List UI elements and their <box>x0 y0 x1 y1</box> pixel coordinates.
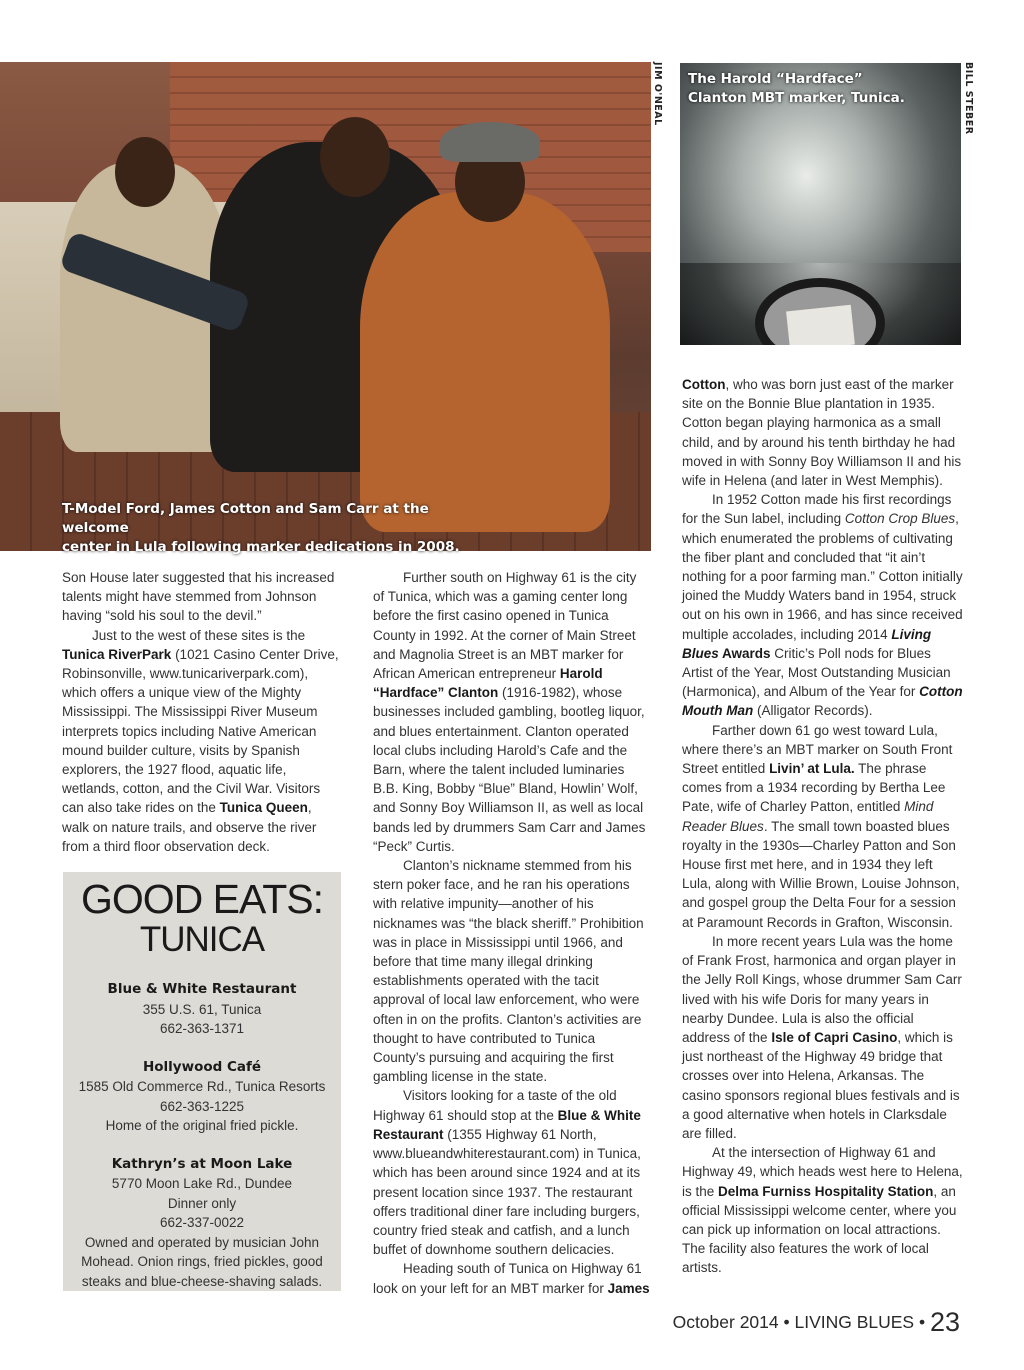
hat <box>440 122 540 162</box>
text: (1916-1982), whose businesses included gambling, bootleg liquor, and blues entertainment. Clanton operated local clubs including Harold’s Cafe and the Barn, where the talent included luminaries B.B. King, Bobby “Blue” Bland, Howlin’ Wolf, and Sonny Boy Williamson II, as well as local bands led by drummers Sam Carr and James “Peck” Curtis. <box>373 685 646 854</box>
text-bold: Cotton <box>682 377 726 392</box>
good-eats-subtitle: TUNICA <box>139 920 265 959</box>
good-eats-title: GOOD EATS: <box>80 876 324 922</box>
paragraph <box>373 1086 651 1259</box>
page-footer <box>673 1307 960 1338</box>
text-bold: Awards <box>718 645 771 661</box>
restaurant-list <box>63 980 341 1291</box>
text: (Alligator Records). <box>753 703 873 719</box>
text-bold: Harold “Hardface” Clanton <box>373 666 603 701</box>
caption-line: The Harold “Hardface” <box>688 71 863 87</box>
text: Heading south of Tunica on Highway 61 look on your left for an MBT marker for <box>373 1261 642 1296</box>
paragraph <box>62 626 342 856</box>
text: . The small town boasted blues royalty in the 1930s—Charley Patton and Son House first met here, and in 1934 they left Lula, along with Willie Brown, Louise Johnson, and gospel group the Delta Four for a session at Paramount Records in Grafton, Wisconsin. <box>682 818 960 930</box>
column-3 <box>682 375 964 1278</box>
text: , walk on nature trails, and observe the river from a third floor observation deck. <box>62 800 317 854</box>
paragraph <box>682 490 964 720</box>
text: Just to the west of these sites is the <box>92 627 306 643</box>
paragraph <box>682 932 964 1143</box>
playing-cards <box>786 305 855 345</box>
text: In 1952 Cotton made his first recordings for the Sun label, including <box>682 492 952 527</box>
paragraph <box>373 568 651 856</box>
restaurant-line: Dinner only <box>167 1195 237 1211</box>
photo-credit: BILL STEBER <box>963 62 974 135</box>
text-bold: Livin’ at Lula. <box>769 761 855 777</box>
figure-sam-carr <box>360 192 610 532</box>
main-photo <box>0 62 651 551</box>
text-bold: Tunica Queen <box>219 800 308 816</box>
text: (1355 Highway 61 North, www.blueandwhiterestaurant.com) in Tunica, which has been around since 1924 and at its present location since 1937. The restaurant offers traditional diner fare including burgers, country fried steak and catfish, and a lunch buffet of downhome southern delicacies. <box>373 1126 641 1258</box>
main-photo-caption <box>62 500 482 557</box>
side-photo-caption <box>688 70 948 108</box>
text: , which enumerated the problems of cultivating the fiber plant and concluded that “it ain’t nothing for a poor farming man.” Cotton initially joined the Muddy Waters band in 1954, struck out on his own in 1966, and has since received multiple accolades, including 2014 <box>682 511 963 642</box>
restaurant-line: 662-363-1225 <box>159 1098 245 1114</box>
restaurant-name: Blue & White Restaurant <box>107 981 297 997</box>
text: Critic’s Poll nods for Blues Artist of the Year, Most Outstanding Musician (Harmonica), and Album of the Year for <box>682 645 951 700</box>
text: The phrase comes from a 1934 recording by Bertha Lee Pate, wife of Charley Patton, entitled <box>682 761 946 815</box>
text: At the intersection of Highway 61 and Highway 49, which heads west here to Helena, is the <box>682 1145 963 1199</box>
column-2 <box>373 568 651 1298</box>
paragraph <box>682 721 964 932</box>
restaurant-item <box>63 980 341 1039</box>
text: , an official Mississippi welcome center, where you can pick up information on local attractions. The facility also features the work of local artists. <box>682 1183 957 1276</box>
paragraph <box>682 1143 964 1277</box>
restaurant-name: Kathryn’s at Moon Lake <box>111 1155 293 1172</box>
paragraph: Son House later suggested that his increased talents might have stemmed from Johnson having “sold his soul to the devil.” <box>62 570 335 624</box>
text-bold: Blue & White Restaurant <box>373 1107 641 1142</box>
restaurant-line: Owned and operated by musician John Mohead. Onion rings, fried pickles, good steaks and blue-cheese-shaving salads. <box>81 1234 323 1289</box>
text: Visitors looking for a taste of the old Highway 61 should stop at the <box>373 1088 617 1123</box>
good-eats-box <box>63 872 341 1291</box>
paragraph <box>682 375 964 490</box>
restaurant-line: 5770 Moon Lake Rd., Dundee <box>111 1176 293 1191</box>
text: Farther down 61 go west toward Lula, where there’s an MBT marker on South Front Street entitled <box>682 722 953 777</box>
paragraph: Clanton’s nickname stemmed from his stern poker face, and he ran his operations with relative impunity—another of his nicknames was “the black sheriff.” Prohibition was in place in Mississippi until 1966, and before that time many illegal drinking establishments operated with the tacit approval of local law enforcement, who were often in on the profits. Clanton’s activities are thought to have contributed to Tunica County’s pursuing and acquiring the first gambling license in the state. <box>373 858 644 1085</box>
restaurant-line: 662-337-0022 <box>159 1215 245 1230</box>
text: , who was born just east of the marker site on the Bonnie Blue plantation in 1935. Cotton began playing harmonica as a small child, and by around his tenth birthday he had moved in with Sonny Boy Williamson II and his wife in Helena (and later in West Memphis). <box>682 377 962 489</box>
paragraph <box>373 1259 651 1297</box>
text-italic: Cotton Crop Blues <box>844 511 956 527</box>
text: (1021 Casino Center Drive, Robinsonville, www.tunicariverpark.com), which offers a unique view of the Mighty Mississippi. The Mississippi River Museum interprets topics including Native American mound builder culture, visits by Spanish explorers, the 1927 flood, aquatic life, wetlands, cotton, and the Civil War. Visitors can also take rides on the <box>62 646 339 816</box>
head <box>320 117 390 197</box>
photo-credit: JIM O'NEAL <box>652 62 663 126</box>
restaurant-line: 355 U.S. 61, Tunica <box>142 1001 262 1017</box>
text-bold: James <box>607 1280 650 1296</box>
text: Further south on Highway 61 is the city of Tunica, which was a gaming center long before the first casino opened in Tunica County in 1992. At the corner of Main Street and Magnolia Street is an MBT marker for African American entrepreneur <box>373 570 637 682</box>
restaurant-item <box>63 1058 341 1136</box>
text: In more recent years Lula was the home of Frank Frost, harmonica and organ player in the Jelly Roll Kings, whose drummer Sam Carr lived with his wife Doris for many years in nearby Dundee. Lula is also the official address of the <box>682 933 962 1045</box>
text-bold-italic: Cotton Mouth Man <box>682 684 963 719</box>
text: , which is just northeast of the Highway 49 bridge that crosses over into Helena, Arkansas. The casino sponsors regional blues festivals and is a good alternative when hotels in Clarksdale are filled. <box>682 1029 960 1141</box>
page-number: 23 <box>929 1307 960 1337</box>
head <box>115 137 175 207</box>
text-italic: Mind Reader Blues <box>682 799 934 834</box>
text-bold-italic: Living Blues <box>682 626 932 661</box>
caption-line: T-Model Ford, James Cotton and Sam Carr at the welcome <box>62 501 429 536</box>
restaurant-item <box>63 1155 341 1292</box>
caption-line: Clanton MBT marker, Tunica. <box>688 90 905 106</box>
text-bold: Tunica RiverPark <box>62 646 172 662</box>
text-bold: Isle of Capri Casino <box>771 1029 898 1045</box>
footer-text: October 2014 • LIVING BLUES • <box>672 1312 930 1332</box>
restaurant-line: 1585 Old Commerce Rd., Tunica Resorts <box>78 1079 326 1094</box>
restaurant-line: 662-363-1371 <box>159 1021 245 1036</box>
caption-line: center in Lula following marker dedications in 2008. <box>62 539 460 555</box>
text-bold: Delma Furniss Hospitality Station <box>718 1183 934 1199</box>
column-1 <box>62 568 342 856</box>
restaurant-name: Hollywood Café <box>142 1058 262 1075</box>
restaurant-line: Home of the original fried pickle. <box>105 1118 299 1133</box>
